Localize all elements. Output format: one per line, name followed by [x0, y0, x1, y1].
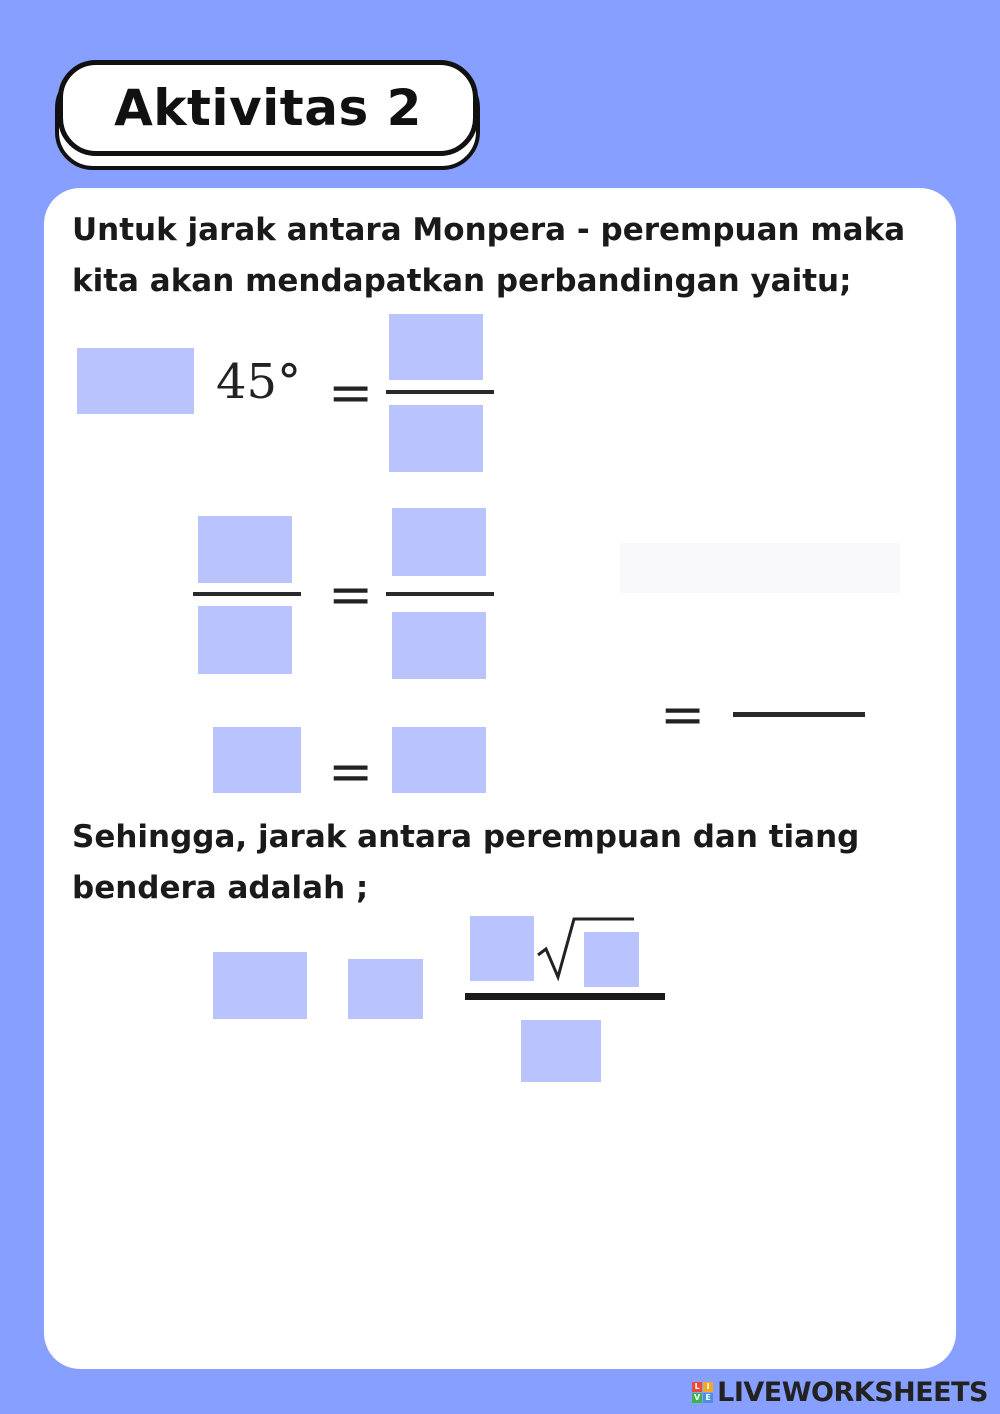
- answer-box-fraction1-numerator[interactable]: [389, 314, 483, 380]
- fraction-bar-final: [465, 993, 665, 1000]
- answer-line-right: [733, 712, 865, 717]
- intro-text: Untuk jarak antara Monpera - perempuan maka kita akan mendapatkan perbandingan yaitu;: [72, 212, 906, 299]
- brand-name: LIVEWORKSHEETS: [717, 1377, 988, 1408]
- answer-box-final-radicand[interactable]: [584, 932, 639, 987]
- faint-placeholder: [620, 543, 900, 593]
- equals-sign-1: =: [328, 361, 374, 424]
- answer-box-fraction2-denominator[interactable]: [198, 606, 292, 674]
- answer-box-fraction3-denominator[interactable]: [392, 612, 486, 679]
- equals-sign-2: =: [328, 563, 374, 626]
- liveworksheets-logo-icon: L I V E: [692, 1382, 713, 1403]
- answer-box-trig-function[interactable]: [77, 348, 194, 414]
- liveworksheets-brand: [692, 1377, 988, 1408]
- title-pill: [58, 60, 478, 156]
- answer-box-final-variable[interactable]: [213, 952, 307, 1019]
- page-title: Aktivitas 2: [114, 79, 422, 137]
- answer-box-eq3-right[interactable]: [392, 727, 486, 793]
- answer-box-final-operator[interactable]: [348, 959, 423, 1019]
- angle-value: 45°: [216, 354, 302, 410]
- answer-box-fraction1-denominator[interactable]: [389, 405, 483, 472]
- answer-box-fraction3-numerator[interactable]: [392, 508, 486, 576]
- fraction-bar-1: [386, 390, 494, 394]
- answer-box-final-coefficient[interactable]: [470, 916, 534, 981]
- answer-box-fraction2-numerator[interactable]: [198, 516, 292, 583]
- equals-sign-right: =: [660, 683, 706, 746]
- conclusion-text: Sehingga, jarak antara perempuan dan tiang bendera adalah ;: [72, 819, 860, 906]
- fraction-bar-2: [193, 592, 301, 596]
- answer-box-eq3-left[interactable]: [213, 727, 301, 793]
- answer-box-final-denominator[interactable]: [521, 1020, 601, 1082]
- fraction-bar-3: [386, 592, 494, 596]
- equals-sign-3: =: [328, 740, 374, 803]
